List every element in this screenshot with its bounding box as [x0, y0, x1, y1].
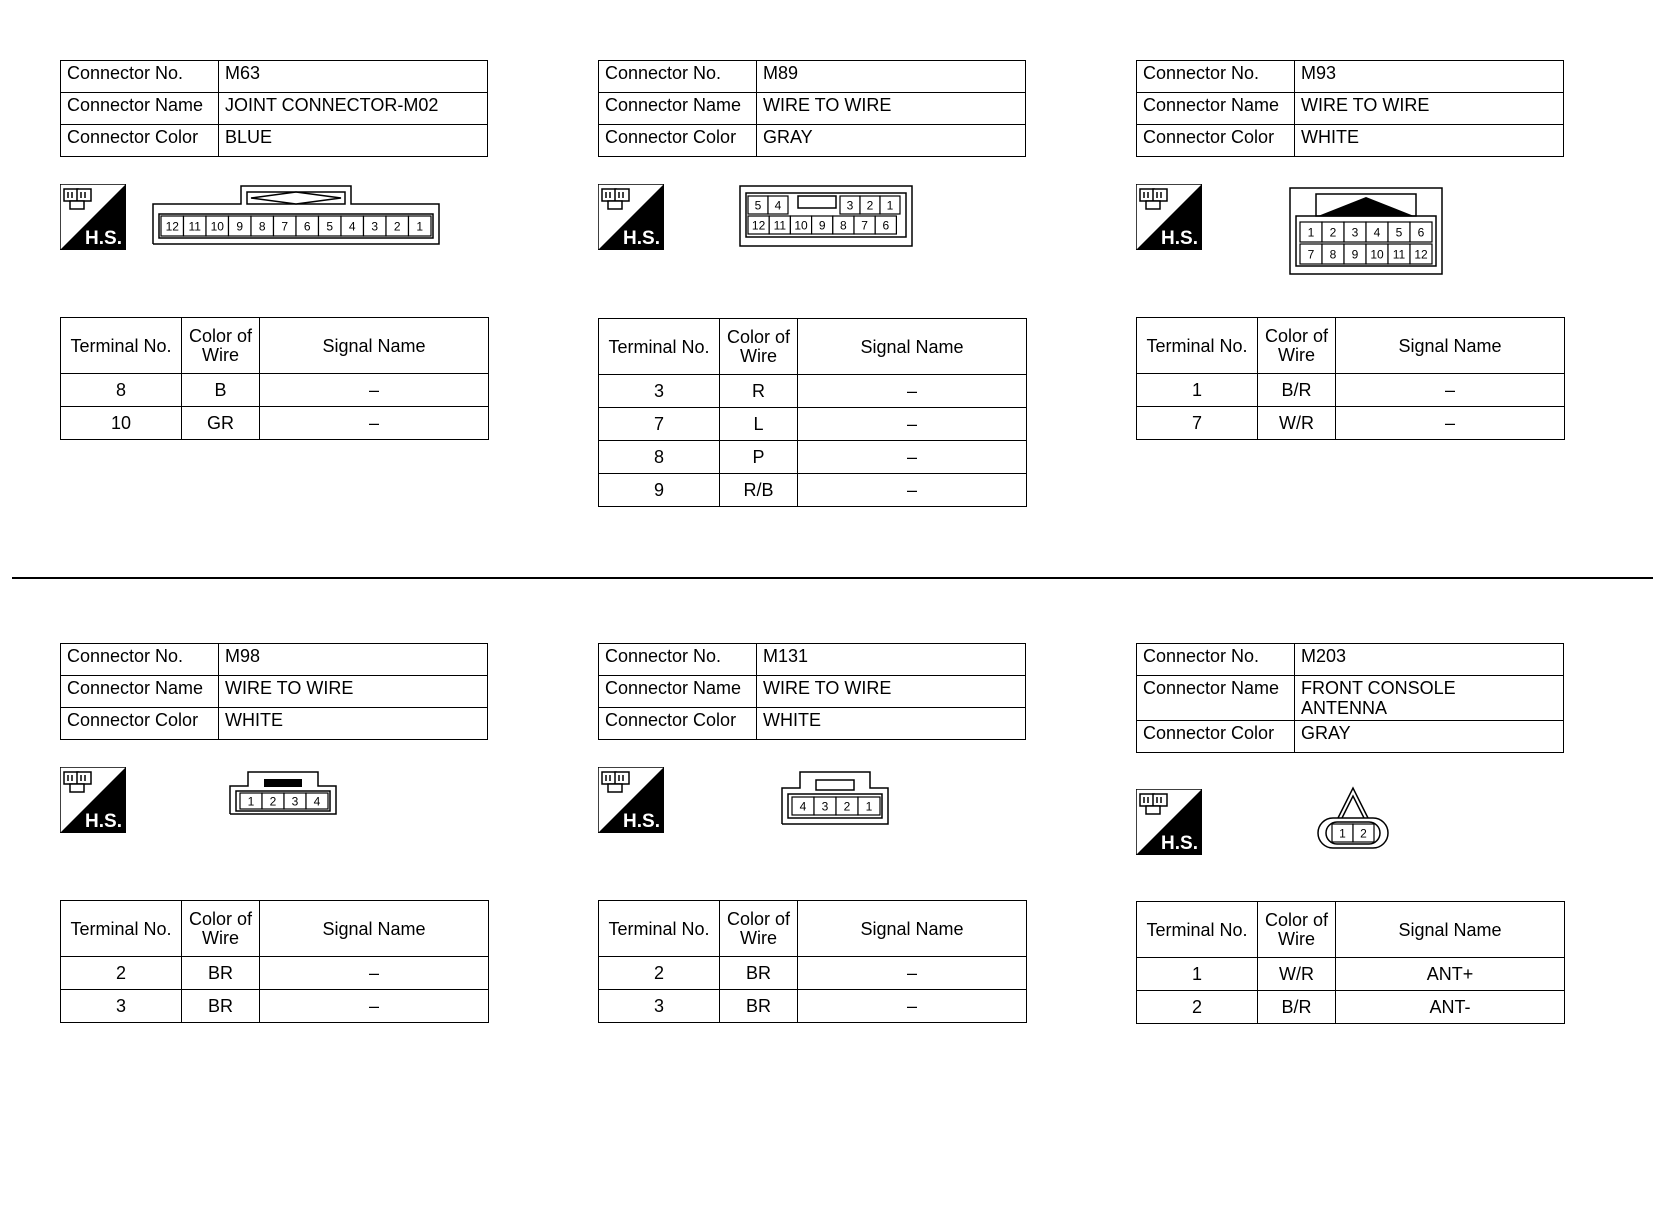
header-signal-name: Signal Name	[1336, 902, 1565, 958]
label-connector-name: Connector Name	[1137, 93, 1295, 125]
pin-label: 3	[291, 794, 299, 809]
pin-label: 4	[799, 799, 807, 814]
wire-color-cell: L	[720, 408, 798, 441]
signal-name-cell: –	[798, 408, 1027, 441]
wire-color-cell: BR	[720, 957, 798, 990]
header-color-of-wire: Color of Wire	[720, 901, 798, 957]
terminal-cell: 1	[1137, 958, 1258, 991]
connector-info-table	[598, 60, 1026, 157]
pin-label: 8	[258, 219, 266, 234]
pin-label: 6	[882, 218, 890, 233]
connector-no-value: M89	[757, 61, 1026, 93]
connector-info-table	[1136, 60, 1564, 157]
terminal-cell: 3	[599, 990, 720, 1023]
pin-label: 4	[774, 198, 782, 213]
connector-info-table	[60, 60, 488, 157]
terminal-cell: 1	[1137, 374, 1258, 407]
pin-label: 3	[846, 198, 854, 213]
pin-label: 7	[1307, 247, 1315, 262]
header-signal-name: Signal Name	[798, 319, 1027, 375]
label-connector-color: Connector Color	[1137, 721, 1295, 753]
table-row	[599, 375, 1027, 408]
harness-side-icon	[1136, 789, 1202, 855]
connector-info-table	[1136, 643, 1564, 753]
pin-label: 3	[821, 799, 829, 814]
header-terminal-no: Terminal No.	[599, 319, 720, 375]
pin-label: 9	[236, 219, 244, 234]
terminal-cell: 8	[599, 441, 720, 474]
header-terminal-no: Terminal No.	[599, 901, 720, 957]
pin-label: 12	[751, 218, 766, 233]
connector-block-m93	[1136, 60, 1566, 433]
signal-name-cell: –	[260, 407, 489, 440]
signal-name-cell: –	[798, 474, 1027, 507]
connector-no-value: M203	[1295, 644, 1564, 676]
harness-side-icon	[60, 767, 126, 833]
terminal-cell: 10	[61, 407, 182, 440]
pin-label: 11	[1392, 247, 1406, 262]
terminal-cell: 3	[61, 990, 182, 1023]
wire-color-cell: R	[720, 375, 798, 408]
terminal-table	[598, 900, 1027, 1023]
table-row	[599, 990, 1027, 1023]
pin-label: 1	[1339, 826, 1346, 841]
harness-side-icon	[598, 184, 664, 250]
terminal-cell: 7	[599, 408, 720, 441]
terminal-cell: 3	[599, 375, 720, 408]
label-connector-name: Connector Name	[61, 676, 219, 708]
connector-face-diagram	[151, 184, 441, 246]
pin-label: 2	[843, 799, 851, 814]
terminal-cell: 9	[599, 474, 720, 507]
signal-name-cell: –	[260, 374, 489, 407]
hs-label: H.S.	[85, 811, 122, 832]
table-row	[61, 374, 489, 407]
pin-label: 5	[754, 198, 762, 213]
signal-name-cell: –	[1336, 374, 1565, 407]
pin-label: 2	[393, 219, 401, 234]
terminal-cell: 7	[1137, 407, 1258, 440]
connector-color-value: GRAY	[1295, 721, 1564, 753]
pin-label: 6	[1417, 225, 1425, 240]
signal-name-cell: ANT+	[1336, 958, 1565, 991]
pin-label: 2	[1329, 225, 1337, 240]
pin-label: 5	[1395, 225, 1403, 240]
header-terminal-no: Terminal No.	[61, 901, 182, 957]
wire-color-cell: BR	[720, 990, 798, 1023]
connector-info-table	[60, 643, 488, 740]
table-row	[1137, 991, 1565, 1024]
pin-label: 8	[1329, 247, 1337, 262]
wire-color-cell: R/B	[720, 474, 798, 507]
hs-label: H.S.	[1161, 833, 1198, 854]
harness-side-icon	[60, 184, 126, 250]
table-row	[599, 474, 1027, 507]
label-connector-no: Connector No.	[599, 644, 757, 676]
terminal-cell: 2	[1137, 991, 1258, 1024]
terminal-cell: 8	[61, 374, 182, 407]
signal-name-cell: –	[798, 375, 1027, 408]
section-divider	[12, 577, 1653, 579]
pin-label: 7	[281, 219, 289, 234]
label-connector-name: Connector Name	[61, 93, 219, 125]
wire-color-cell: BR	[182, 957, 260, 990]
connector-color-value: GRAY	[757, 125, 1026, 157]
connector-name-value: FRONT CONSOLE ANTENNA	[1295, 676, 1564, 721]
terminal-table	[1136, 901, 1565, 1024]
pin-label: 11	[188, 219, 201, 234]
pin-label: 3	[371, 219, 379, 234]
label-connector-no: Connector No.	[1137, 61, 1295, 93]
connector-block-m98	[60, 643, 490, 1016]
hs-label: H.S.	[623, 811, 660, 832]
table-row	[599, 441, 1027, 474]
terminal-cell: 2	[599, 957, 720, 990]
header-terminal-no: Terminal No.	[1137, 902, 1258, 958]
connector-color-value: BLUE	[219, 125, 488, 157]
pin-label: 1	[1307, 225, 1315, 240]
header-terminal-no: Terminal No.	[61, 318, 182, 374]
label-connector-color: Connector Color	[61, 125, 219, 157]
label-connector-color: Connector Color	[1137, 125, 1295, 157]
table-row	[61, 990, 489, 1023]
label-connector-no: Connector No.	[61, 61, 219, 93]
hs-label: H.S.	[1161, 228, 1198, 249]
pin-label: 1	[247, 794, 255, 809]
connector-no-value: M131	[757, 644, 1026, 676]
wire-color-cell: P	[720, 441, 798, 474]
signal-name-cell: –	[798, 990, 1027, 1023]
table-row	[61, 957, 489, 990]
pin-label: 9	[818, 218, 826, 233]
connector-block-m89	[598, 60, 1028, 500]
pin-label: 4	[1373, 225, 1381, 240]
label-connector-no: Connector No.	[61, 644, 219, 676]
connector-name-value: WIRE TO WIRE	[757, 676, 1026, 708]
pin-label: 11	[773, 218, 787, 233]
signal-name-cell: –	[260, 990, 489, 1023]
connector-no-value: M63	[219, 61, 488, 93]
wire-color-cell: B	[182, 374, 260, 407]
table-row	[61, 407, 489, 440]
connector-block-m203	[1136, 643, 1566, 1017]
connector-color-value: WHITE	[757, 708, 1026, 740]
header-color-of-wire: Color of Wire	[182, 901, 260, 957]
connector-face-diagram	[780, 770, 890, 826]
header-color-of-wire: Color of Wire	[1258, 902, 1336, 958]
connector-name-value: JOINT CONNECTOR-M02	[219, 93, 488, 125]
pin-label: 10	[1370, 247, 1384, 262]
pin-label: 1	[416, 219, 424, 234]
header-color-of-wire: Color of Wire	[1258, 318, 1336, 374]
wire-color-cell: GR	[182, 407, 260, 440]
harness-side-icon	[598, 767, 664, 833]
terminal-table	[60, 900, 489, 1023]
pin-label: 8	[840, 218, 847, 233]
wire-color-cell: B/R	[1258, 374, 1336, 407]
connector-no-value: M98	[219, 644, 488, 676]
connector-info-table	[598, 643, 1026, 740]
label-connector-no: Connector No.	[1137, 644, 1295, 676]
pin-label: 12	[165, 219, 179, 234]
label-connector-color: Connector Color	[599, 125, 757, 157]
connector-face-diagram	[1316, 784, 1390, 852]
harness-side-icon	[1136, 184, 1202, 250]
terminal-table	[60, 317, 489, 440]
pin-label: 1	[886, 198, 894, 213]
connector-name-value: WIRE TO WIRE	[219, 676, 488, 708]
hs-label: H.S.	[623, 228, 660, 249]
connector-face-diagram	[1288, 186, 1444, 276]
connector-block-m63	[60, 60, 490, 433]
signal-name-cell: –	[798, 957, 1027, 990]
label-connector-name: Connector Name	[1137, 676, 1295, 721]
connector-block-m131	[598, 643, 1028, 1016]
table-row	[1137, 407, 1565, 440]
connector-color-value: WHITE	[1295, 125, 1564, 157]
table-row	[599, 957, 1027, 990]
signal-name-cell: –	[798, 441, 1027, 474]
connector-face-diagram	[228, 770, 338, 816]
pin-label: 4	[348, 219, 356, 234]
pin-label: 12	[1414, 247, 1428, 262]
terminal-table	[1136, 317, 1565, 440]
header-signal-name: Signal Name	[1336, 318, 1565, 374]
terminal-cell: 2	[61, 957, 182, 990]
label-connector-name: Connector Name	[599, 676, 757, 708]
header-terminal-no: Terminal No.	[1137, 318, 1258, 374]
header-color-of-wire: Color of Wire	[720, 319, 798, 375]
pin-label: 10	[210, 219, 224, 234]
header-color-of-wire: Color of Wire	[182, 318, 260, 374]
pin-label: 10	[794, 218, 808, 233]
connector-name-value: WIRE TO WIRE	[757, 93, 1026, 125]
pin-label: 2	[866, 198, 874, 213]
wire-color-cell: W/R	[1258, 958, 1336, 991]
wire-color-cell: W/R	[1258, 407, 1336, 440]
pin-label: 6	[303, 219, 311, 234]
pin-label: 2	[269, 794, 277, 809]
pin-label: 9	[1351, 247, 1359, 262]
label-connector-color: Connector Color	[61, 708, 219, 740]
header-signal-name: Signal Name	[798, 901, 1027, 957]
terminal-table	[598, 318, 1027, 507]
label-connector-no: Connector No.	[599, 61, 757, 93]
pin-label: 7	[861, 218, 868, 233]
wire-color-cell: B/R	[1258, 991, 1336, 1024]
connector-name-value: WIRE TO WIRE	[1295, 93, 1564, 125]
pin-label: 4	[313, 794, 321, 809]
header-signal-name: Signal Name	[260, 318, 489, 374]
table-row	[599, 408, 1027, 441]
pin-label: 5	[326, 219, 334, 234]
hs-label: H.S.	[85, 228, 122, 249]
header-signal-name: Signal Name	[260, 901, 489, 957]
connector-face-diagram	[738, 184, 914, 248]
wire-color-cell: BR	[182, 990, 260, 1023]
signal-name-cell: ANT-	[1336, 991, 1565, 1024]
connector-color-value: WHITE	[219, 708, 488, 740]
table-row	[1137, 374, 1565, 407]
connector-no-value: M93	[1295, 61, 1564, 93]
pin-label: 1	[865, 799, 873, 814]
signal-name-cell: –	[1336, 407, 1565, 440]
label-connector-color: Connector Color	[599, 708, 757, 740]
pin-label: 2	[1360, 826, 1367, 841]
signal-name-cell: –	[260, 957, 489, 990]
label-connector-name: Connector Name	[599, 93, 757, 125]
pin-label: 3	[1351, 225, 1359, 240]
table-row	[1137, 958, 1565, 991]
